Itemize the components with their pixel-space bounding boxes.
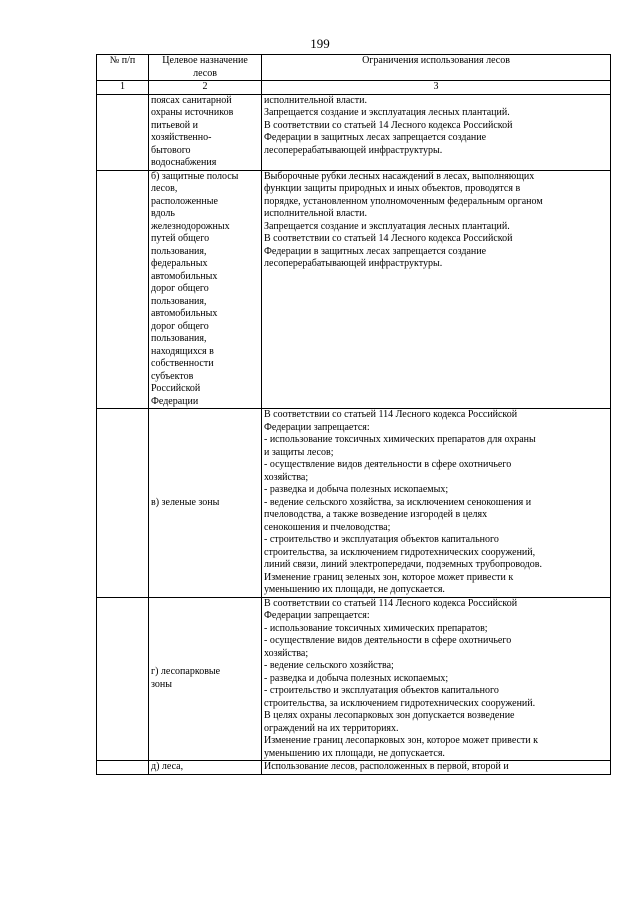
purpose-line: пользования,	[151, 333, 207, 344]
restriction-line: - строительство и эксплуатация объектов капитального	[264, 685, 499, 696]
restriction-line: - осуществление видов деятельности в сфере охотничьего	[264, 459, 512, 470]
purpose-line: в) зеленые зоны	[151, 496, 220, 508]
purpose-line: пользования,	[151, 295, 207, 307]
table-row	[97, 94, 611, 170]
purpose-cell	[149, 170, 262, 409]
purpose-line: Российской	[151, 383, 201, 394]
table-row	[97, 597, 611, 761]
row-number-cell	[97, 761, 149, 775]
table-row	[97, 761, 611, 775]
forest-restrictions-table	[96, 54, 611, 775]
restriction-line: - строительство и эксплуатация объектов капитального	[264, 534, 499, 545]
restriction-line: В соответствии со статьей 114 Лесного кодекса Российской	[264, 597, 518, 609]
row-number-cell	[97, 94, 149, 170]
column-number-row	[97, 81, 611, 95]
restriction-line: - ведение сельского хозяйства, за исключением сенокошения и	[264, 496, 532, 508]
restrictions-cell	[262, 170, 611, 409]
purpose-line: пользования,	[151, 245, 207, 257]
restriction-line: - использование токсичных химических препаратов для охраны	[264, 434, 536, 445]
purpose-line: д) леса,	[151, 761, 184, 772]
purpose-line: лесов,	[151, 183, 178, 194]
header-restrictions: Ограничения использования лесов	[262, 55, 611, 81]
restriction-line: строительства, за исключением гидротехнических сооружений.	[264, 697, 536, 709]
restriction-line: функции защиты природных и иных объектов, проводятся в	[264, 183, 521, 194]
purpose-line: питьевой и	[151, 119, 198, 131]
purpose-line: федеральных	[151, 258, 208, 269]
restriction-line: лесоперерабатывающей инфраструктуры.	[264, 144, 443, 156]
table-row	[97, 409, 611, 598]
restriction-line: исполнительной власти.	[264, 94, 367, 106]
restriction-line: Федерации в защитных лесах запрещается создание	[264, 245, 487, 257]
purpose-line: автомобильных	[151, 308, 218, 319]
restriction-line: исполнительной власти.	[264, 208, 367, 219]
restriction-line: В соответствии со статьей 14 Лесного кодекса Российской	[264, 119, 513, 131]
restriction-line: уменьшению их площади, не допускается.	[264, 584, 445, 595]
purpose-cell	[149, 597, 262, 761]
purpose-line: собственности	[151, 358, 214, 369]
row-number-cell	[97, 597, 149, 761]
header-purpose	[149, 55, 262, 81]
header-row	[97, 55, 611, 81]
purpose-line: охраны источников	[151, 107, 234, 118]
restriction-line: пчеловодства, а также возведение изгородей в целях	[264, 509, 488, 520]
restriction-line: В соответствии со статьей 14 Лесного кодекса Российской	[264, 233, 513, 244]
restriction-line: Изменение границ зеленых зон, которое может привести к	[264, 571, 514, 583]
purpose-line: Федерации	[151, 395, 199, 407]
restriction-line: Федерации запрещается:	[264, 421, 370, 433]
purpose-cell	[149, 409, 262, 598]
restrictions-cell	[262, 761, 611, 775]
row-number-cell	[97, 409, 149, 598]
purpose-line: находящихся в	[151, 345, 214, 357]
purpose-cell	[149, 761, 262, 775]
purpose-cell	[149, 94, 262, 170]
purpose-line: автомобильных	[151, 270, 218, 282]
restriction-line: - разведка и добыча полезных ископаемых;	[264, 484, 449, 495]
restriction-line: Использование лесов, расположенных в первой, второй и	[264, 761, 509, 772]
header-num: № п/п	[97, 55, 149, 81]
restriction-line: Изменение границ лесопарковых зон, которое может привести к	[264, 735, 539, 746]
restriction-line: Запрещается создание и эксплуатация лесных плантаций.	[264, 220, 510, 232]
column-number: 3	[262, 81, 611, 95]
restriction-line: строительства, за исключением гидротехнических сооружений,	[264, 546, 536, 558]
table-row	[97, 170, 611, 409]
purpose-line: субъектов	[151, 370, 194, 382]
page-number: 199	[310, 36, 330, 51]
restriction-line: Федерации в защитных лесах запрещается создание	[264, 132, 487, 143]
restriction-line: Выборочные рубки лесных насаждений в лесах, выполняющих	[264, 170, 535, 182]
header-purpose-line: лесов	[193, 67, 217, 79]
table-body	[97, 94, 611, 774]
restriction-line: В соответствии со статьей 114 Лесного кодекса Российской	[264, 409, 518, 420]
restrictions-cell	[262, 94, 611, 170]
restriction-line: уменьшению их площади, не допускается.	[264, 747, 445, 759]
purpose-line: дорог общего	[151, 283, 209, 294]
column-number: 1	[97, 81, 149, 95]
header-purpose-line: Целевое назначение	[162, 55, 248, 66]
column-number: 2	[149, 81, 262, 95]
restriction-line: порядке, установленном уполномоченным федеральным органом	[264, 195, 543, 207]
purpose-line: зоны	[151, 678, 172, 690]
restriction-line: Запрещается создание и эксплуатация лесных плантаций.	[264, 107, 510, 118]
restriction-line: - использование токсичных химических препаратов;	[264, 622, 488, 634]
purpose-line: вдоль	[151, 208, 175, 219]
restriction-line: - осуществление видов деятельности в сфере охотничьего	[264, 635, 512, 646]
purpose-line: железнодорожных	[151, 220, 230, 232]
purpose-line: хозяйственно-	[151, 132, 212, 143]
purpose-line: дорог общего	[151, 320, 209, 332]
purpose-line: водоснабжения	[151, 157, 217, 168]
purpose-line: г) лесопарковые	[151, 666, 221, 678]
restriction-line: ограждений на их территориях.	[264, 722, 399, 734]
restrictions-cell	[262, 409, 611, 598]
restriction-line: хозяйства;	[264, 647, 309, 659]
restriction-line: В целях охраны лесопарковых зон допускается возведение	[264, 710, 515, 721]
purpose-line: бытового	[151, 144, 191, 156]
restriction-line: Федерации запрещается:	[264, 610, 370, 621]
purpose-line: путей общего	[151, 233, 210, 244]
restriction-line: сенокошения и пчеловодства;	[264, 521, 391, 533]
row-number-cell	[97, 170, 149, 409]
purpose-line: расположенные	[151, 195, 218, 207]
purpose-line: б) защитные полосы	[151, 170, 239, 182]
restriction-line: лесоперерабатывающей инфраструктуры.	[264, 258, 443, 269]
purpose-line: поясах санитарной	[151, 94, 232, 106]
restriction-line: и защиты лесов;	[264, 446, 334, 458]
restriction-line: хозяйства;	[264, 471, 309, 483]
restrictions-cell	[262, 597, 611, 761]
restriction-line: - ведение сельского хозяйства;	[264, 660, 394, 671]
restriction-line: линий связи, линий электропередачи, подземных трубопроводов.	[264, 559, 542, 570]
restriction-line: - разведка и добыча полезных ископаемых;	[264, 672, 449, 684]
